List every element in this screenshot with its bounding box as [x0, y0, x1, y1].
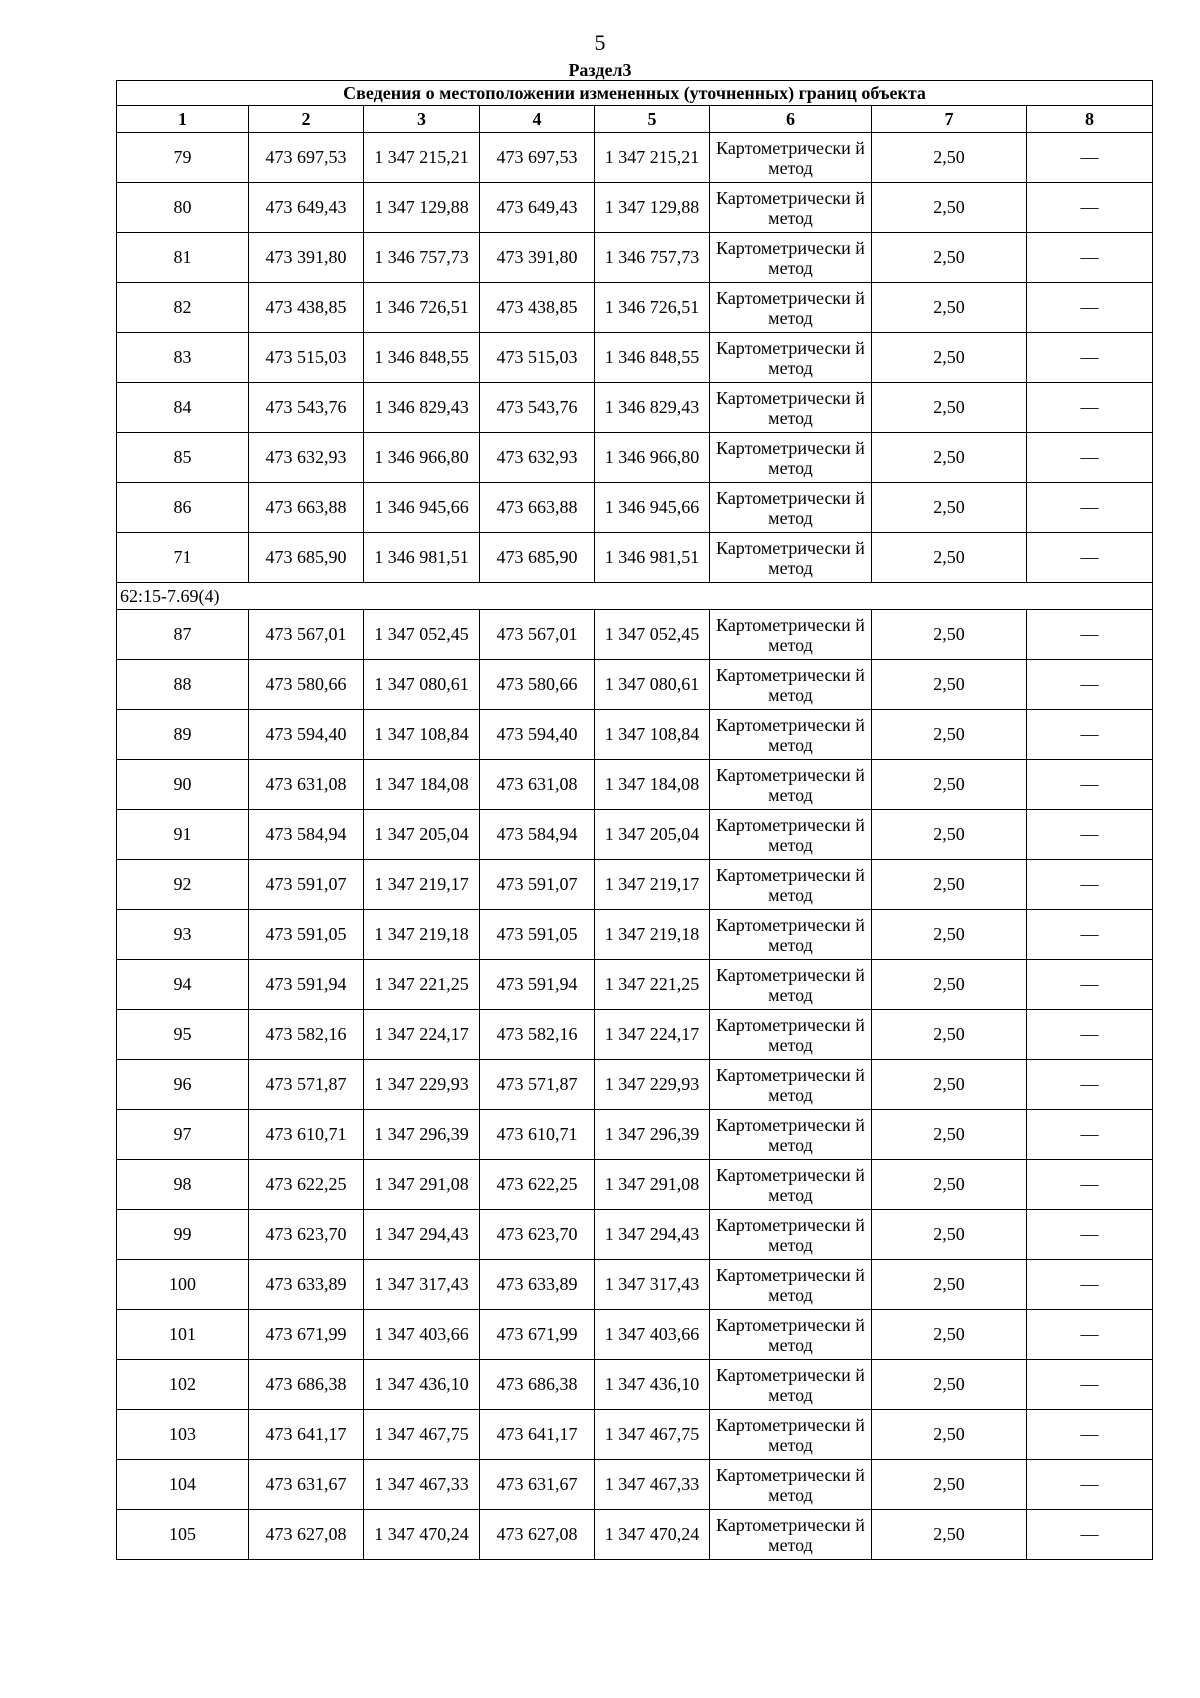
new-y-cell: 1 347 467,33 — [595, 1460, 710, 1510]
old-y-cell: 1 346 848,55 — [364, 333, 480, 383]
table-row — [117, 1310, 1153, 1360]
new-y-cell: 1 347 080,61 — [595, 660, 710, 710]
old-x-cell: 473 591,05 — [249, 910, 364, 960]
table-row — [117, 1160, 1153, 1210]
table-row — [117, 1460, 1153, 1510]
description-cell: — — [1027, 483, 1153, 533]
point-number-cell: 86 — [117, 483, 249, 533]
description-cell: — — [1027, 433, 1153, 483]
new-y-cell: 1 347 219,18 — [595, 910, 710, 960]
new-y-cell: 1 347 296,39 — [595, 1110, 710, 1160]
page-number: 5 — [594, 30, 606, 55]
old-y-cell: 1 346 945,66 — [364, 483, 480, 533]
old-y-cell: 1 347 229,93 — [364, 1060, 480, 1110]
old-x-cell: 473 631,08 — [249, 760, 364, 810]
new-x-cell: 473 671,99 — [480, 1310, 595, 1360]
method-cell: Картометрически й метод — [710, 1160, 872, 1210]
accuracy-cell: 2,50 — [872, 283, 1027, 333]
point-number-cell: 81 — [117, 233, 249, 283]
section-title: Раздел3 — [568, 60, 632, 80]
new-x-cell: 473 515,03 — [480, 333, 595, 383]
description-cell: — — [1027, 333, 1153, 383]
table-row — [117, 333, 1153, 383]
method-cell: Картометрически й метод — [710, 960, 872, 1010]
table-row — [117, 233, 1153, 283]
method-cell: Картометрически й метод — [710, 810, 872, 860]
old-x-cell: 473 584,94 — [249, 810, 364, 860]
method-cell: Картометрически й метод — [710, 1110, 872, 1160]
group-label: 62:15-7.69(4) — [117, 583, 1153, 610]
old-y-cell: 1 347 317,43 — [364, 1260, 480, 1310]
point-number-cell: 93 — [117, 910, 249, 960]
description-cell: — — [1027, 1160, 1153, 1210]
new-y-cell: 1 347 467,75 — [595, 1410, 710, 1460]
point-number-cell: 79 — [117, 133, 249, 183]
new-y-cell: 1 347 219,17 — [595, 860, 710, 910]
point-number-cell: 99 — [117, 1210, 249, 1260]
description-cell: — — [1027, 1260, 1153, 1310]
table-row — [117, 183, 1153, 233]
new-x-cell: 473 591,05 — [480, 910, 595, 960]
accuracy-cell: 2,50 — [872, 760, 1027, 810]
point-number-cell: 83 — [117, 333, 249, 383]
method-cell: Картометрически й метод — [710, 283, 872, 333]
description-cell: — — [1027, 183, 1153, 233]
point-number-cell: 97 — [117, 1110, 249, 1160]
old-y-cell: 1 347 052,45 — [364, 610, 480, 660]
point-number-cell: 102 — [117, 1360, 249, 1410]
table-caption-row — [117, 81, 1153, 106]
new-x-cell: 473 697,53 — [480, 133, 595, 183]
point-number-cell: 104 — [117, 1460, 249, 1510]
point-number-cell: 91 — [117, 810, 249, 860]
old-y-cell: 1 347 291,08 — [364, 1160, 480, 1210]
accuracy-cell: 2,50 — [872, 1110, 1027, 1160]
old-x-cell: 473 663,88 — [249, 483, 364, 533]
point-number-cell: 89 — [117, 710, 249, 760]
accuracy-cell: 2,50 — [872, 1060, 1027, 1110]
table-row — [117, 960, 1153, 1010]
new-y-cell: 1 346 981,51 — [595, 533, 710, 583]
accuracy-cell: 2,50 — [872, 483, 1027, 533]
old-x-cell: 473 623,70 — [249, 1210, 364, 1260]
method-cell: Картометрически й метод — [710, 533, 872, 583]
table-row — [117, 1360, 1153, 1410]
method-cell: Картометрически й метод — [710, 1260, 872, 1310]
old-x-cell: 473 632,93 — [249, 433, 364, 483]
new-y-cell: 1 347 294,43 — [595, 1210, 710, 1260]
old-x-cell: 473 631,67 — [249, 1460, 364, 1510]
table-row — [117, 1510, 1153, 1560]
method-cell: Картометрически й метод — [710, 860, 872, 910]
point-number-cell: 71 — [117, 533, 249, 583]
method-cell: Картометрически й метод — [710, 1510, 872, 1560]
method-cell: Картометрически й метод — [710, 1210, 872, 1260]
accuracy-cell: 2,50 — [872, 810, 1027, 860]
column-header: 4 — [480, 106, 595, 133]
old-x-cell: 473 515,03 — [249, 333, 364, 383]
new-x-cell: 473 627,08 — [480, 1510, 595, 1560]
new-y-cell: 1 347 129,88 — [595, 183, 710, 233]
new-x-cell: 473 580,66 — [480, 660, 595, 710]
new-x-cell: 473 567,01 — [480, 610, 595, 660]
group-row — [117, 583, 1153, 610]
method-cell: Картометрически й метод — [710, 133, 872, 183]
description-cell: — — [1027, 1410, 1153, 1460]
method-cell: Картометрически й метод — [710, 233, 872, 283]
table-row — [117, 533, 1153, 583]
point-number-cell: 82 — [117, 283, 249, 333]
description-cell: — — [1027, 1510, 1153, 1560]
new-y-cell: 1 347 229,93 — [595, 1060, 710, 1110]
old-x-cell: 473 438,85 — [249, 283, 364, 333]
accuracy-cell: 2,50 — [872, 1260, 1027, 1310]
old-y-cell: 1 347 296,39 — [364, 1110, 480, 1160]
new-x-cell: 473 591,94 — [480, 960, 595, 1010]
new-x-cell: 473 649,43 — [480, 183, 595, 233]
new-x-cell: 473 610,71 — [480, 1110, 595, 1160]
accuracy-cell: 2,50 — [872, 433, 1027, 483]
description-cell: — — [1027, 910, 1153, 960]
table-row — [117, 1010, 1153, 1060]
old-y-cell: 1 347 080,61 — [364, 660, 480, 710]
old-y-cell: 1 347 219,18 — [364, 910, 480, 960]
new-y-cell: 1 346 848,55 — [595, 333, 710, 383]
old-x-cell: 473 686,38 — [249, 1360, 364, 1410]
accuracy-cell: 2,50 — [872, 1360, 1027, 1410]
old-y-cell: 1 347 129,88 — [364, 183, 480, 233]
new-x-cell: 473 594,40 — [480, 710, 595, 760]
old-x-cell: 473 649,43 — [249, 183, 364, 233]
old-y-cell: 1 347 224,17 — [364, 1010, 480, 1060]
table-header-row — [117, 106, 1153, 133]
old-y-cell: 1 346 966,80 — [364, 433, 480, 483]
old-x-cell: 473 543,76 — [249, 383, 364, 433]
old-y-cell: 1 347 294,43 — [364, 1210, 480, 1260]
description-cell: — — [1027, 533, 1153, 583]
description-cell: — — [1027, 1360, 1153, 1410]
accuracy-cell: 2,50 — [872, 133, 1027, 183]
method-cell: Картометрически й метод — [710, 1010, 872, 1060]
method-cell: Картометрически й метод — [710, 1310, 872, 1360]
description-cell: — — [1027, 760, 1153, 810]
method-cell: Картометрически й метод — [710, 910, 872, 960]
new-x-cell: 473 631,08 — [480, 760, 595, 810]
table-row — [117, 1110, 1153, 1160]
old-x-cell: 473 641,17 — [249, 1410, 364, 1460]
new-y-cell: 1 347 224,17 — [595, 1010, 710, 1060]
method-cell: Картометрически й метод — [710, 1460, 872, 1510]
method-cell: Картометрически й метод — [710, 760, 872, 810]
new-x-cell: 473 571,87 — [480, 1060, 595, 1110]
new-x-cell: 473 591,07 — [480, 860, 595, 910]
new-x-cell: 473 438,85 — [480, 283, 595, 333]
new-y-cell: 1 346 726,51 — [595, 283, 710, 333]
column-header: 8 — [1027, 106, 1153, 133]
description-cell: — — [1027, 710, 1153, 760]
point-number-cell: 98 — [117, 1160, 249, 1210]
old-x-cell: 473 567,01 — [249, 610, 364, 660]
old-x-cell: 473 622,25 — [249, 1160, 364, 1210]
accuracy-cell: 2,50 — [872, 1010, 1027, 1060]
new-x-cell: 473 622,25 — [480, 1160, 595, 1210]
column-header: 2 — [249, 106, 364, 133]
description-cell: — — [1027, 1110, 1153, 1160]
accuracy-cell: 2,50 — [872, 960, 1027, 1010]
method-cell: Картометрически й метод — [710, 333, 872, 383]
table-row — [117, 1060, 1153, 1110]
method-cell: Картометрически й метод — [710, 483, 872, 533]
point-number-cell: 88 — [117, 660, 249, 710]
accuracy-cell: 2,50 — [872, 1510, 1027, 1560]
old-y-cell: 1 347 403,66 — [364, 1310, 480, 1360]
accuracy-cell: 2,50 — [872, 333, 1027, 383]
method-cell: Картометрически й метод — [710, 610, 872, 660]
description-cell: — — [1027, 1310, 1153, 1360]
column-header: 3 — [364, 106, 480, 133]
new-y-cell: 1 346 829,43 — [595, 383, 710, 433]
new-x-cell: 473 632,93 — [480, 433, 595, 483]
table-row — [117, 860, 1153, 910]
table-row — [117, 1410, 1153, 1460]
table-row — [117, 610, 1153, 660]
new-y-cell: 1 346 757,73 — [595, 233, 710, 283]
method-cell: Картометрически й метод — [710, 183, 872, 233]
new-y-cell: 1 347 403,66 — [595, 1310, 710, 1360]
new-y-cell: 1 347 052,45 — [595, 610, 710, 660]
old-x-cell: 473 685,90 — [249, 533, 364, 583]
new-x-cell: 473 623,70 — [480, 1210, 595, 1260]
accuracy-cell: 2,50 — [872, 183, 1027, 233]
column-header: 1 — [117, 106, 249, 133]
accuracy-cell: 2,50 — [872, 533, 1027, 583]
point-number-cell: 100 — [117, 1260, 249, 1310]
old-x-cell: 473 571,87 — [249, 1060, 364, 1110]
table-row — [117, 910, 1153, 960]
accuracy-cell: 2,50 — [872, 1160, 1027, 1210]
old-x-cell: 473 633,89 — [249, 1260, 364, 1310]
accuracy-cell: 2,50 — [872, 233, 1027, 283]
accuracy-cell: 2,50 — [872, 1410, 1027, 1460]
new-y-cell: 1 346 945,66 — [595, 483, 710, 533]
table-row — [117, 810, 1153, 860]
old-y-cell: 1 347 215,21 — [364, 133, 480, 183]
new-x-cell: 473 391,80 — [480, 233, 595, 283]
accuracy-cell: 2,50 — [872, 660, 1027, 710]
new-x-cell: 473 543,76 — [480, 383, 595, 433]
description-cell: — — [1027, 383, 1153, 433]
accuracy-cell: 2,50 — [872, 860, 1027, 910]
accuracy-cell: 2,50 — [872, 1460, 1027, 1510]
new-x-cell: 473 686,38 — [480, 1360, 595, 1410]
description-cell: — — [1027, 1010, 1153, 1060]
column-header: 6 — [710, 106, 872, 133]
method-cell: Картометрически й метод — [710, 1360, 872, 1410]
old-y-cell: 1 347 467,33 — [364, 1460, 480, 1510]
old-x-cell: 473 391,80 — [249, 233, 364, 283]
description-cell: — — [1027, 1210, 1153, 1260]
new-y-cell: 1 347 184,08 — [595, 760, 710, 810]
new-y-cell: 1 347 108,84 — [595, 710, 710, 760]
old-x-cell: 473 591,94 — [249, 960, 364, 1010]
old-y-cell: 1 347 436,10 — [364, 1360, 480, 1410]
old-y-cell: 1 347 184,08 — [364, 760, 480, 810]
method-cell: Картометрически й метод — [710, 660, 872, 710]
description-cell: — — [1027, 960, 1153, 1010]
table-row — [117, 433, 1153, 483]
table-row — [117, 710, 1153, 760]
old-y-cell: 1 347 205,04 — [364, 810, 480, 860]
old-x-cell: 473 591,07 — [249, 860, 364, 910]
point-number-cell: 90 — [117, 760, 249, 810]
table-row — [117, 660, 1153, 710]
new-y-cell: 1 347 470,24 — [595, 1510, 710, 1560]
accuracy-cell: 2,50 — [872, 1310, 1027, 1360]
old-x-cell: 473 594,40 — [249, 710, 364, 760]
point-number-cell: 94 — [117, 960, 249, 1010]
old-y-cell: 1 346 726,51 — [364, 283, 480, 333]
accuracy-cell: 2,50 — [872, 1210, 1027, 1260]
new-x-cell: 473 663,88 — [480, 483, 595, 533]
new-x-cell: 473 633,89 — [480, 1260, 595, 1310]
new-x-cell: 473 641,17 — [480, 1410, 595, 1460]
table-row — [117, 1210, 1153, 1260]
table-caption: Сведения о местоположении измененных (уточненных) границ объекта — [117, 81, 1153, 106]
table-row — [117, 133, 1153, 183]
new-y-cell: 1 347 317,43 — [595, 1260, 710, 1310]
point-number-cell: 92 — [117, 860, 249, 910]
accuracy-cell: 2,50 — [872, 910, 1027, 960]
point-number-cell: 96 — [117, 1060, 249, 1110]
column-header: 7 — [872, 106, 1027, 133]
method-cell: Картометрически й метод — [710, 1410, 872, 1460]
new-y-cell: 1 346 966,80 — [595, 433, 710, 483]
accuracy-cell: 2,50 — [872, 710, 1027, 760]
point-number-cell: 95 — [117, 1010, 249, 1060]
table-row — [117, 383, 1153, 433]
description-cell: — — [1027, 610, 1153, 660]
description-cell: — — [1027, 660, 1153, 710]
point-number-cell: 101 — [117, 1310, 249, 1360]
old-y-cell: 1 347 108,84 — [364, 710, 480, 760]
old-y-cell: 1 346 829,43 — [364, 383, 480, 433]
old-y-cell: 1 347 470,24 — [364, 1510, 480, 1560]
description-cell: — — [1027, 810, 1153, 860]
column-header: 5 — [595, 106, 710, 133]
new-x-cell: 473 582,16 — [480, 1010, 595, 1060]
new-y-cell: 1 347 436,10 — [595, 1360, 710, 1410]
old-y-cell: 1 347 467,75 — [364, 1410, 480, 1460]
old-y-cell: 1 347 219,17 — [364, 860, 480, 910]
old-x-cell: 473 610,71 — [249, 1110, 364, 1160]
old-y-cell: 1 346 757,73 — [364, 233, 480, 283]
point-number-cell: 84 — [117, 383, 249, 433]
description-cell: — — [1027, 1460, 1153, 1510]
old-x-cell: 473 580,66 — [249, 660, 364, 710]
new-x-cell: 473 631,67 — [480, 1460, 595, 1510]
point-number-cell: 85 — [117, 433, 249, 483]
description-cell: — — [1027, 283, 1153, 333]
new-y-cell: 1 347 215,21 — [595, 133, 710, 183]
table-body — [117, 81, 1153, 1560]
new-y-cell: 1 347 291,08 — [595, 1160, 710, 1210]
description-cell: — — [1027, 233, 1153, 283]
new-y-cell: 1 347 221,25 — [595, 960, 710, 1010]
new-x-cell: 473 685,90 — [480, 533, 595, 583]
old-y-cell: 1 346 981,51 — [364, 533, 480, 583]
accuracy-cell: 2,50 — [872, 383, 1027, 433]
old-y-cell: 1 347 221,25 — [364, 960, 480, 1010]
method-cell: Картометрически й метод — [710, 433, 872, 483]
point-number-cell: 105 — [117, 1510, 249, 1560]
old-x-cell: 473 582,16 — [249, 1010, 364, 1060]
table-row — [117, 483, 1153, 533]
table-row — [117, 1260, 1153, 1310]
description-cell: — — [1027, 860, 1153, 910]
method-cell: Картометрически й метод — [710, 1060, 872, 1110]
point-number-cell: 103 — [117, 1410, 249, 1460]
table-row — [117, 283, 1153, 333]
point-number-cell: 87 — [117, 610, 249, 660]
description-cell: — — [1027, 133, 1153, 183]
old-x-cell: 473 671,99 — [249, 1310, 364, 1360]
table-row — [117, 760, 1153, 810]
point-number-cell: 80 — [117, 183, 249, 233]
old-x-cell: 473 697,53 — [249, 133, 364, 183]
boundary-coordinates-table — [116, 80, 1153, 1560]
method-cell: Картометрически й метод — [710, 710, 872, 760]
old-x-cell: 473 627,08 — [249, 1510, 364, 1560]
new-x-cell: 473 584,94 — [480, 810, 595, 860]
new-y-cell: 1 347 205,04 — [595, 810, 710, 860]
method-cell: Картометрически й метод — [710, 383, 872, 433]
accuracy-cell: 2,50 — [872, 610, 1027, 660]
description-cell: — — [1027, 1060, 1153, 1110]
